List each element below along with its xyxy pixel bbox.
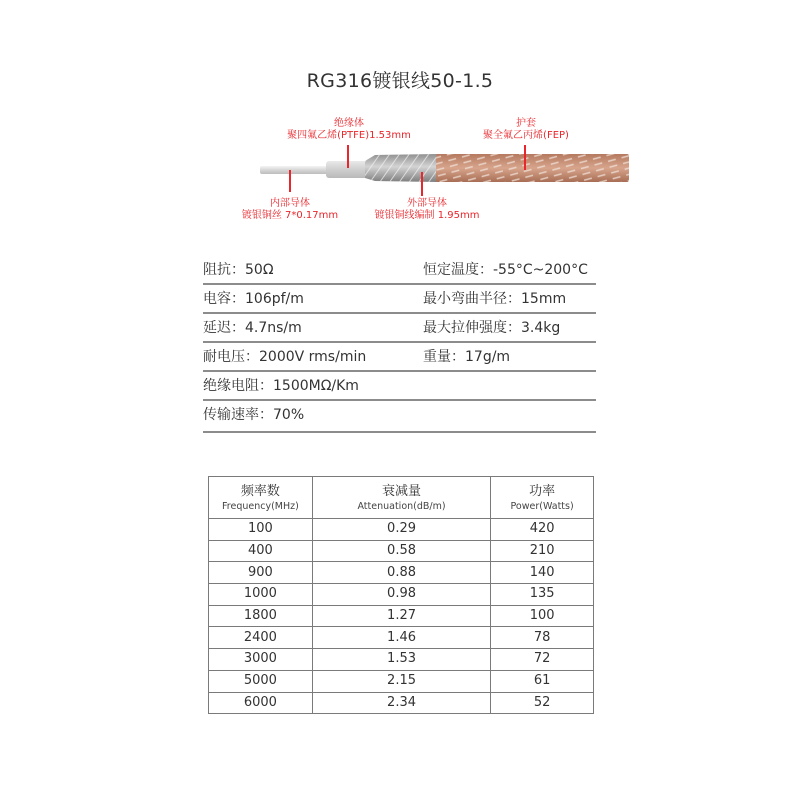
spec-velocity: 传输速率：70% <box>203 407 305 423</box>
cell-frequency: 1800 <box>209 605 313 627</box>
cell-frequency: 3000 <box>209 649 313 671</box>
spec-delay: 延迟：4.7ns/m <box>203 320 302 336</box>
spec-voltage: 耐电压：2000V rms/min <box>203 349 367 365</box>
header-frequency: 频率数 Frequency(MHz) <box>209 477 313 519</box>
cell-frequency: 400 <box>209 540 313 562</box>
cell-power: 100 <box>491 605 594 627</box>
table-row <box>209 692 594 714</box>
cable-diagram <box>0 110 800 230</box>
inner-conductor-label: 内部导体 镀银铜丝 7*0.17mm <box>241 198 339 221</box>
cell-attenuation: 0.88 <box>312 562 490 584</box>
table-header-row <box>209 477 594 519</box>
table-row <box>209 584 594 606</box>
spec-row <box>203 401 596 433</box>
outer-conductor-leader-line <box>421 172 423 196</box>
table-row <box>209 605 594 627</box>
cell-attenuation: 2.15 <box>312 670 490 692</box>
spec-capacitance: 电容：106pf/m <box>203 291 304 307</box>
cell-attenuation: 0.98 <box>312 584 490 606</box>
inner-conductor-leader-line <box>289 170 291 192</box>
cell-power: 135 <box>491 584 594 606</box>
header-power: 功率 Power(Watts) <box>491 477 594 519</box>
header-attenuation: 衰减量 Attenuation(dB/m) <box>312 477 490 519</box>
cell-power: 52 <box>491 692 594 714</box>
spec-bend-radius: 最小弯曲半径：15mm <box>423 291 567 307</box>
cell-frequency: 5000 <box>209 670 313 692</box>
outer-conductor-label: 外部导体 镀银铜线编制 1.95mm <box>374 198 480 221</box>
cell-attenuation: 0.29 <box>312 519 490 541</box>
cell-attenuation: 2.34 <box>312 692 490 714</box>
spec-insulation-resistance: 绝缘电阻：1500MΩ/Km <box>203 378 359 394</box>
cell-power: 420 <box>491 519 594 541</box>
cell-frequency: 1000 <box>209 584 313 606</box>
cell-power: 61 <box>491 670 594 692</box>
cell-frequency: 900 <box>209 562 313 584</box>
cell-power: 140 <box>491 562 594 584</box>
cell-attenuation: 0.58 <box>312 540 490 562</box>
attenuation-table <box>208 476 594 714</box>
spec-row <box>203 372 596 401</box>
cell-power: 78 <box>491 627 594 649</box>
spec-weight: 重量：17g/m <box>423 349 511 365</box>
jacket-leader-line <box>524 145 526 170</box>
table-row <box>209 670 594 692</box>
spec-impedance: 阻抗：50Ω <box>203 262 274 278</box>
cell-power: 72 <box>491 649 594 671</box>
jacket-shape <box>436 154 629 182</box>
braid-shape <box>365 154 438 182</box>
insulator-label: 绝缘体 聚四氟乙烯(PTFE)1.53mm <box>287 118 411 141</box>
spec-temperature: 恒定温度：-55°C~200°C <box>423 262 588 278</box>
cell-attenuation: 1.53 <box>312 649 490 671</box>
table-row <box>209 562 594 584</box>
cell-frequency: 2400 <box>209 627 313 649</box>
cell-frequency: 6000 <box>209 692 313 714</box>
cell-power: 210 <box>491 540 594 562</box>
jacket-label: 护套 聚全氟乙丙烯(FEP) <box>483 118 569 141</box>
spec-row <box>203 314 596 343</box>
spec-list <box>203 256 596 433</box>
spec-row <box>203 285 596 314</box>
insulator-leader-line <box>347 145 349 168</box>
spec-tensile-strength: 最大拉伸强度：3.4kg <box>423 320 561 336</box>
table-row <box>209 649 594 671</box>
table-row <box>209 519 594 541</box>
page-title: RG316镀银线50-1.5 <box>306 70 494 92</box>
table-row <box>209 540 594 562</box>
table-row <box>209 627 594 649</box>
spec-row <box>203 256 596 285</box>
cell-frequency: 100 <box>209 519 313 541</box>
cell-attenuation: 1.46 <box>312 627 490 649</box>
spec-row <box>203 343 596 372</box>
cell-attenuation: 1.27 <box>312 605 490 627</box>
